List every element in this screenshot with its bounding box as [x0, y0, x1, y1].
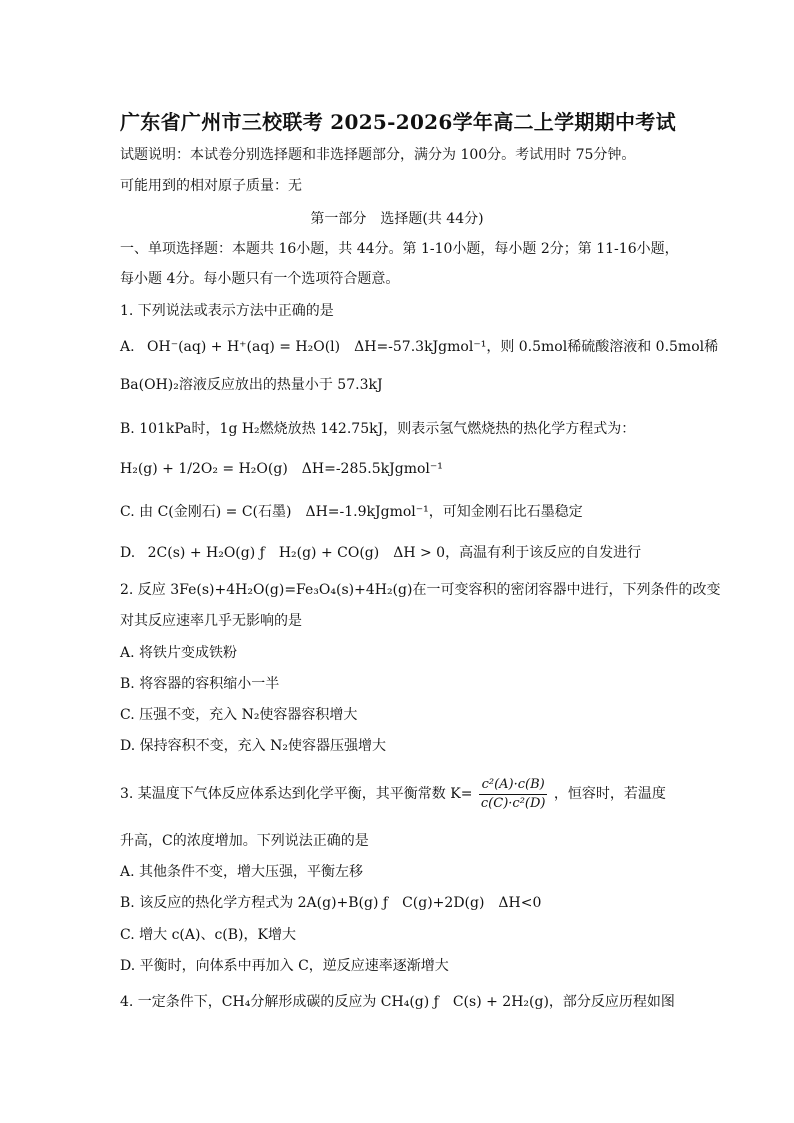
q3-option-b: B. 该反应的热化学方程式为 2A(g)+B(g) ƒ C(g)+2D(g) ΔH<0 — [120, 895, 542, 911]
q1-option-d-text: ΔH > 0，高温有利于该反应的自发进行 — [379, 545, 642, 561]
q3-option-d: D. 平衡时，向体系中再加入 C，逆反应速率逐渐增大 — [120, 958, 449, 974]
q2-option-b: B. 将容器的容积缩小一半 — [120, 676, 280, 692]
q3-fraction-denominator: c(C)·c²(D) — [480, 795, 546, 811]
q4-formula: CH₄(g) ƒ C(s) + 2H₂(g) — [380, 994, 549, 1010]
q2-option-a: A. 将铁片变成铁粉 — [120, 645, 238, 661]
instructions-text: 试题说明：本试卷分别选择题和非选择题部分，满分为 100分。考试用时 75分钟。 — [120, 147, 636, 163]
q3-stem-pre: 3. 某温度下气体反应体系达到化学平衡，其平衡常数 K= — [120, 786, 473, 802]
page-title: 广东省广州市三校联考 2025-2026学年高二上学期期中考试 — [120, 110, 676, 134]
section-desc-line-1: 一、单项选择题：本题共 16小题，共 44分。第 1-10小题，每小题 2分；第 11-16小题， — [120, 241, 679, 257]
q1-option-c-label: C. 由 — [120, 504, 154, 520]
q1-stem: 1. 下列说法或表示方法中正确的是 — [120, 303, 334, 319]
q1-option-d-label: D. — [120, 545, 136, 561]
q1-option-a-line-2 — [120, 376, 383, 394]
q2-stem-line-2: 对其反应速率几乎无影响的是 — [120, 613, 302, 629]
q4-stem — [120, 993, 675, 1011]
q4-stem-post: ，部分反应历程如图 — [548, 994, 675, 1010]
q1-option-a-formula-2: Ba(OH)₂ — [120, 377, 179, 393]
q1-option-a-formula: OH⁻(aq) + H⁺(aq) = H₂O(l) — [147, 339, 341, 355]
q1-option-c-formula: C(金刚石) = C(石墨) — [157, 504, 292, 520]
q1-option-d — [120, 544, 641, 562]
q3-stem-line-1 — [120, 774, 666, 814]
q3-stem-line-2: 升高，C的浓度增加。下列说法正确的是 — [120, 833, 369, 849]
q2-option-d: D. 保持容积不变，充入 N₂使容器压强增大 — [120, 738, 386, 754]
q3-fraction-numerator: c²(A)·c(B) — [479, 776, 548, 795]
q1-option-c-text: ΔH=-1.9kJgmol⁻¹，可知金刚石比石墨稳定 — [291, 504, 583, 520]
q1-option-c — [120, 503, 583, 521]
q1-option-a-text: ΔH=-57.3kJgmol⁻¹，则 0.5mol稀硫酸溶液和 0.5mol稀 — [340, 339, 719, 355]
q1-option-a-text-2: 溶液反应放出的热量小于 57.3kJ — [178, 377, 383, 393]
q3-equilibrium-fraction — [479, 776, 548, 813]
q1-option-a-line-1 — [120, 338, 718, 356]
q1-option-b-text: ΔH=-285.5kJgmol⁻¹ — [287, 461, 443, 477]
q1-option-d-formula: 2C(s) + H₂O(g) ƒ H₂(g) + CO(g) — [147, 545, 380, 561]
q1-option-b-line-2 — [120, 460, 443, 478]
section-desc-line-2: 每小题 4分。每小题只有一个选项符合题意。 — [120, 271, 400, 287]
section-title: 第一部分 选择题(共 44分) — [310, 211, 484, 227]
q4-stem-pre: 4. 一定条件下，CH₄分解形成碳的反应为 — [120, 994, 377, 1010]
q3-option-c: C. 增大 c(A)、c(B)，K增大 — [120, 927, 296, 943]
q2-stem-line-1: 2. 反应 3Fe(s)+4H₂O(g)=Fe₃O₄(s)+4H₂(g)在一可变容积的密闭容器中进行，下列条件的改变 — [120, 582, 721, 598]
q1-option-a-label: A. — [120, 339, 135, 355]
atomic-mass-text: 可能用到的相对原子质量：无 — [120, 178, 302, 194]
q3-stem-post: ，恒容时，若温度 — [553, 786, 666, 802]
q1-option-b-formula: H₂(g) + 1/2O₂ = H₂O(g) — [120, 461, 288, 477]
q3-option-a: A. 其他条件不变，增大压强，平衡左移 — [120, 864, 364, 880]
q1-option-b-line-1: B. 101kPa时，1g H₂燃烧放热 142.75kJ，则表示氢气燃烧热的热化学方程式为： — [120, 421, 636, 437]
q2-option-c: C. 压强不变，充入 N₂使容器容积增大 — [120, 707, 358, 723]
